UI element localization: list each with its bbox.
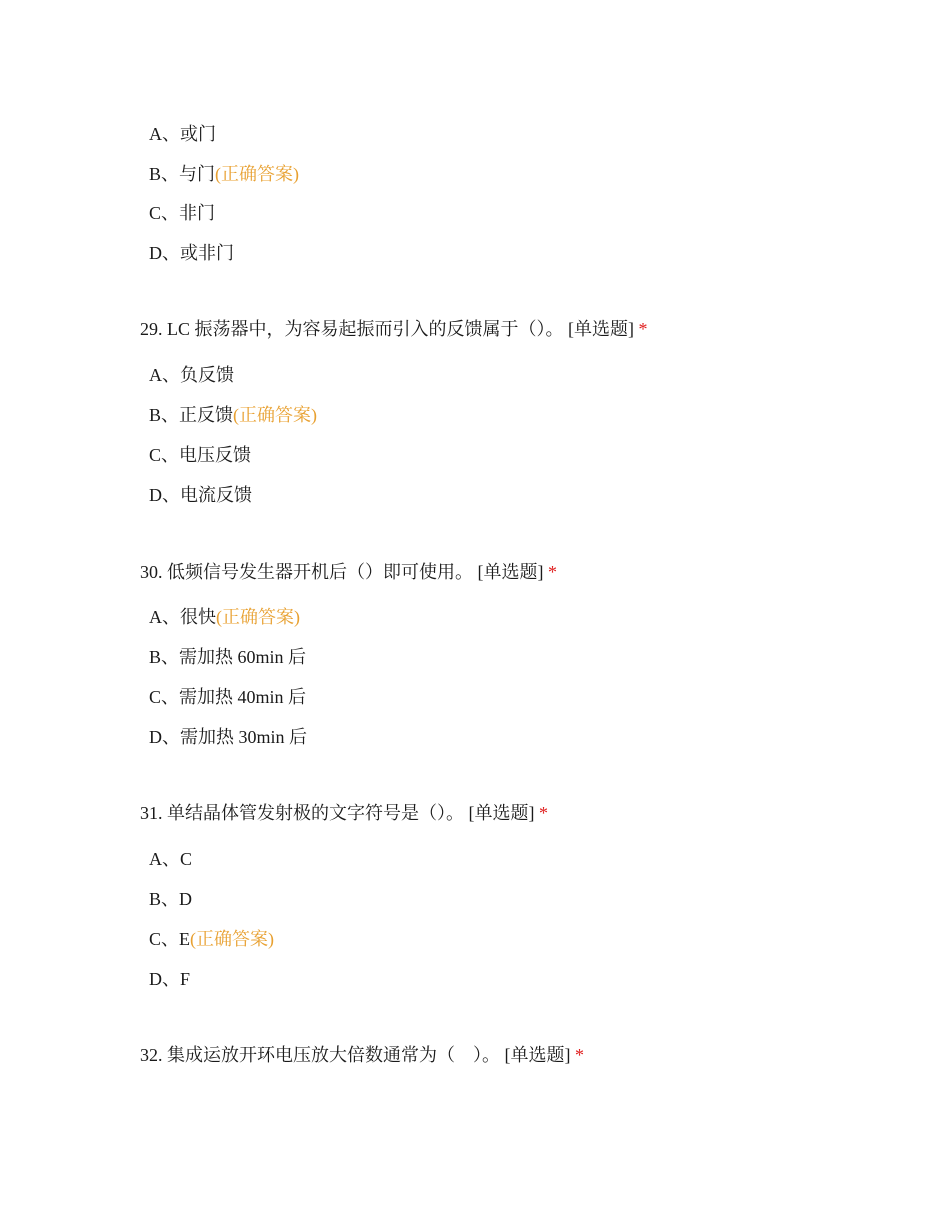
- option-d: [149, 483, 252, 507]
- required-marker: *: [575, 1045, 584, 1065]
- required-marker: *: [638, 319, 648, 339]
- option-text: D、或非门: [149, 243, 234, 263]
- option-a: [149, 605, 300, 629]
- question-text: 32. 集成运放开环电压放大倍数通常为（ ）。: [140, 1045, 500, 1065]
- option-c: [149, 685, 306, 709]
- option-text: C、需加热 40min 后: [149, 687, 307, 707]
- option-text: A、C: [149, 849, 193, 869]
- option-c: [149, 443, 251, 467]
- option-c: [149, 201, 215, 225]
- required-marker: *: [548, 562, 557, 582]
- option-a: [149, 847, 192, 871]
- option-text: A、很快: [149, 607, 216, 627]
- correct-answer-tag: (正确答案): [233, 405, 318, 425]
- option-text: B、D: [149, 889, 193, 909]
- required-marker: *: [539, 803, 548, 823]
- question-type: [单选题]: [468, 803, 535, 823]
- correct-answer-tag: (正确答案): [216, 607, 300, 627]
- question-title: [140, 801, 548, 825]
- option-text: D、电流反馈: [149, 485, 252, 505]
- option-b: [149, 645, 306, 669]
- option-text: B、与门: [149, 164, 216, 184]
- option-c: [149, 927, 274, 951]
- option-text: C、电压反馈: [149, 445, 252, 465]
- option-text: B、正反馈: [149, 405, 234, 425]
- question-text: 31. 单结晶体管发射极的文字符号是（）。: [140, 803, 464, 823]
- question-type: [单选题]: [504, 1045, 571, 1065]
- option-a: [149, 363, 234, 387]
- option-d: [149, 241, 234, 265]
- option-text: C、非门: [149, 203, 216, 223]
- question-title: [140, 317, 648, 341]
- option-d: [149, 967, 190, 991]
- option-b: [149, 162, 299, 186]
- option-text: B、需加热 60min 后: [149, 647, 307, 667]
- question-title: [140, 1043, 584, 1067]
- question-type: [单选题]: [568, 319, 634, 339]
- question-text: 29. LC 振荡器中，为容易起振而引入的反馈属于（）。: [140, 319, 564, 339]
- option-text: A、或门: [149, 124, 216, 144]
- option-b: [149, 403, 317, 427]
- option-text: D、需加热 30min 后: [149, 727, 308, 747]
- option-text: D、F: [149, 969, 191, 989]
- option-b: [149, 887, 192, 911]
- option-text: C、E: [149, 929, 191, 949]
- question-text: 30. 低频信号发生器开机后（）即可使用。: [140, 562, 473, 582]
- option-text: A、负反馈: [149, 365, 234, 385]
- question-title: [140, 560, 557, 584]
- correct-answer-tag: (正确答案): [190, 929, 275, 949]
- correct-answer-tag: (正确答案): [215, 164, 300, 184]
- question-type: [单选题]: [477, 562, 544, 582]
- option-d: [149, 725, 307, 749]
- option-a: [149, 122, 216, 146]
